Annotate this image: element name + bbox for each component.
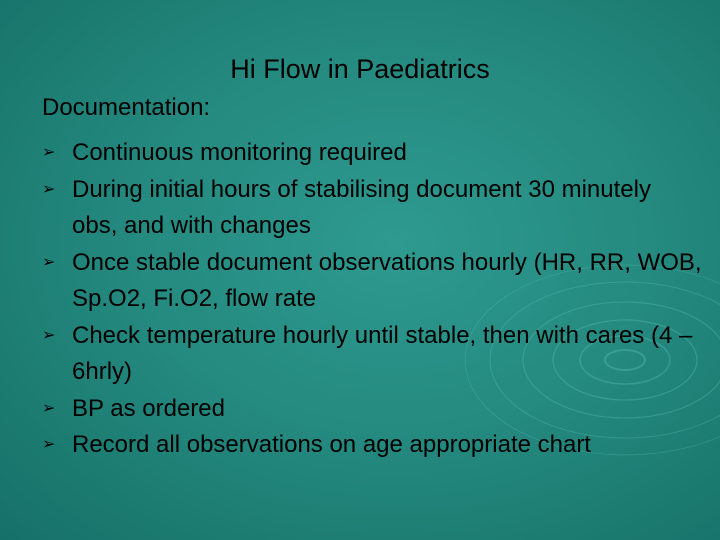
arrow-bullet-icon: ➢ <box>42 144 56 161</box>
arrow-bullet-icon: ➢ <box>42 180 56 198</box>
list-item <box>42 427 702 464</box>
bullet-list <box>42 135 702 464</box>
slide-title-text: Hi Flow in Paediatrics <box>230 54 490 84</box>
list-item <box>42 391 702 428</box>
list-item <box>42 245 702 318</box>
list-item-text: BP as ordered <box>72 394 225 422</box>
arrow-bullet-icon: ➢ <box>42 436 56 453</box>
list-item <box>42 318 702 391</box>
list-item-text: Check temperature hourly until stable, then with cares (4 – 6hrly) <box>72 321 693 385</box>
list-item <box>42 172 702 245</box>
list-item-text: Once stable document observations hourly (HR, RR, WOB, Sp.O2, Fi.O2, flow rate <box>72 248 702 312</box>
list-item-text: During initial hours of stabilising document 30 minutely obs, and with changes <box>72 175 651 239</box>
list-item-text: Record all observations on age appropriate chart <box>72 431 591 458</box>
list-item-text: Continuous monitoring required <box>72 139 407 166</box>
arrow-bullet-icon: ➢ <box>42 326 56 344</box>
section-heading: Documentation: <box>42 94 211 121</box>
arrow-bullet-icon: ➢ <box>42 399 56 417</box>
slide-title <box>0 52 720 86</box>
arrow-bullet-icon: ➢ <box>42 253 56 271</box>
list-item <box>42 135 702 172</box>
